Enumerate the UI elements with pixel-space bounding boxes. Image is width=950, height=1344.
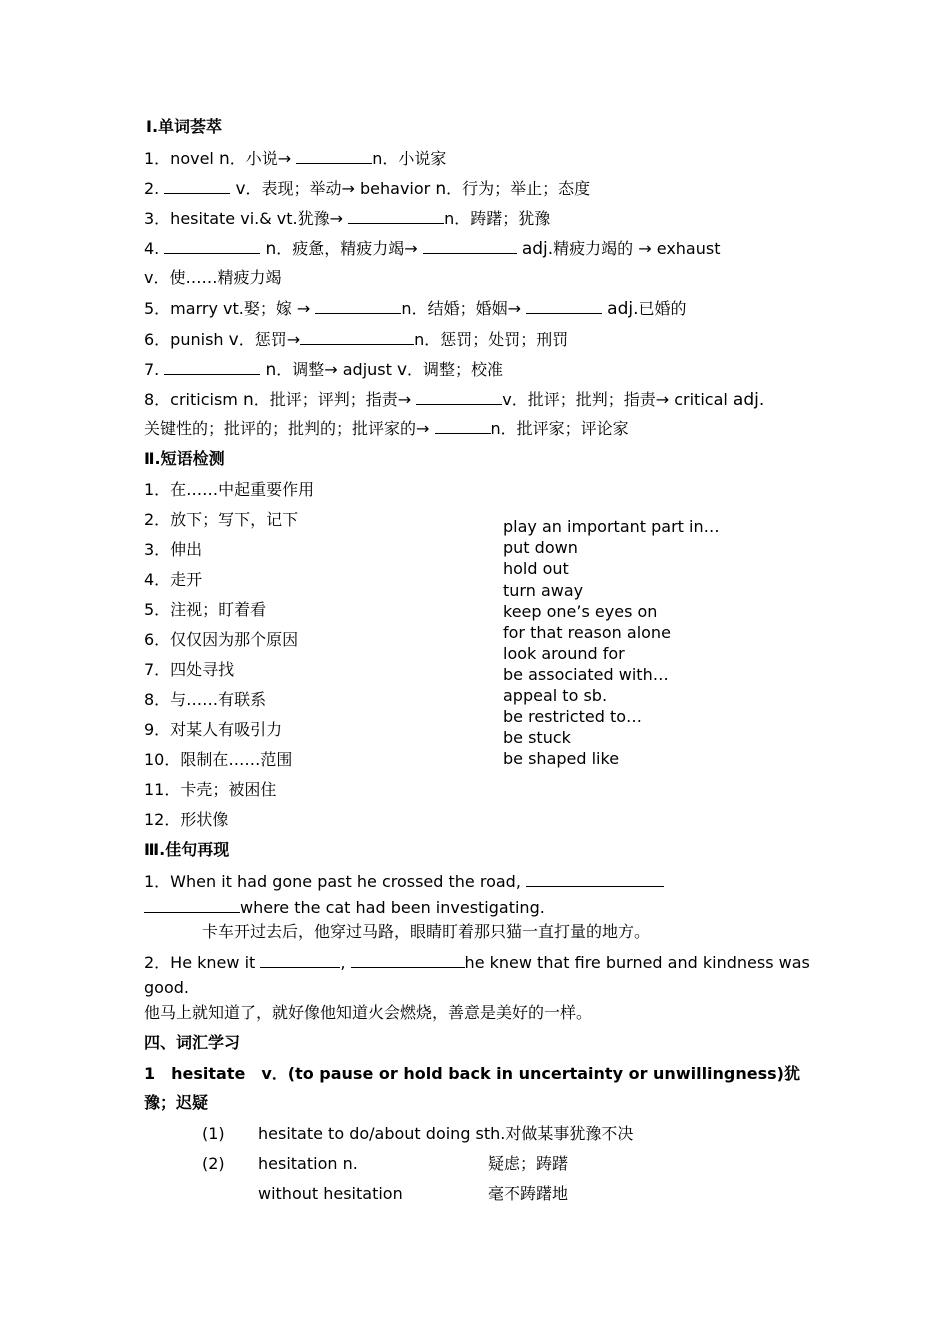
entry-num: (2) xyxy=(202,1154,225,1173)
phrase-cn: 1．在……中起重要作用 xyxy=(144,480,315,499)
sentence-1-cont: where the cat had been investigating. xyxy=(144,897,545,918)
phrase-en: hold out xyxy=(503,559,569,578)
answer-blank[interactable] xyxy=(526,298,602,314)
phrase-cn: 9．对某人有吸引力 xyxy=(144,720,283,739)
phrase-en: keep one’s eyes on xyxy=(503,602,658,621)
vocab-item-6: 6．punish v．惩罚→ n．惩罚；处罚；刑罚 xyxy=(144,330,569,350)
phrase-cn: 5．注视；盯着看 xyxy=(144,600,267,619)
entry-heading-cont: 豫；迟疑 xyxy=(144,1093,209,1112)
phrase-en: turn away xyxy=(503,581,584,600)
sentence-2: 2．He knew it , he knew that fire burned and kindness was xyxy=(144,953,810,972)
phrase-en: appeal to sb. xyxy=(503,686,608,705)
answer-blank[interactable] xyxy=(164,359,260,375)
answer-blank[interactable] xyxy=(144,897,240,913)
phrase-cn: 3．伸出 xyxy=(144,540,203,559)
phrase-cn: 8．与……有联系 xyxy=(144,690,267,709)
phrase-cn: 10．限制在……范围 xyxy=(144,750,293,769)
answer-blank[interactable] xyxy=(164,178,230,194)
answer-blank[interactable] xyxy=(260,952,340,968)
answer-blank[interactable] xyxy=(351,952,465,968)
answer-blank[interactable] xyxy=(526,871,664,887)
section-title-vocab: Ⅰ.单词荟萃 xyxy=(146,117,223,136)
sentence-2-cont: good. xyxy=(144,978,189,997)
entry-num: (1) xyxy=(202,1124,225,1143)
entry-meaning: 疑虑；踌躇 xyxy=(488,1154,569,1173)
phrase-en: play an important part in… xyxy=(503,517,720,536)
vocab-item-3: 3．hesitate vi.& vt.犹豫→ n．踌躇；犹豫 xyxy=(144,209,551,228)
vocab-item-4-cont: v．使……精疲力竭 xyxy=(144,268,282,287)
phrase-en: put down xyxy=(503,538,578,557)
vocab-item-8: 8．criticism n．批评；评判；指责→ v．批评；批判；指责→ critical adj. xyxy=(144,390,765,410)
sentence-1-translation: 卡车开过去后，他穿过马路，眼睛盯着那只猫一直打量的地方。 xyxy=(202,922,651,941)
phrase-en: be restricted to… xyxy=(503,707,643,726)
answer-blank[interactable] xyxy=(348,208,444,224)
section-title-phrases: Ⅱ.短语检测 xyxy=(144,449,225,468)
entry-heading: 1 hesitate v．(to pause or hold back in uncertainty or unwillingness)犹 xyxy=(144,1064,800,1083)
answer-blank[interactable] xyxy=(164,238,260,254)
answer-blank[interactable] xyxy=(296,148,372,164)
phrase-cn: 12．形状像 xyxy=(144,810,229,829)
phrase-en: be shaped like xyxy=(503,749,620,768)
phrase-cn: 7．四处寻找 xyxy=(144,660,235,679)
entry-text: without hesitation xyxy=(258,1184,403,1203)
entry-text: hesitation n. xyxy=(258,1154,358,1173)
answer-blank[interactable] xyxy=(300,329,414,345)
phrase-en: look around for xyxy=(503,644,625,663)
phrase-en: be associated with… xyxy=(503,665,669,684)
vocab-item-2: 2. v．表现；举动→ behavior n．行为；举止；态度 xyxy=(144,179,591,199)
section-title-vocab-study: 四、词汇学习 xyxy=(144,1033,241,1052)
vocab-item-7: 7. n．调整→ adjust v．调整；校准 xyxy=(144,360,504,380)
vocab-item-1: 1．novel n．小说→ n．小说家 xyxy=(144,149,447,169)
vocab-item-5: 5．marry vt.娶；嫁 → n．结婚；婚姻→ adj.已婚的 xyxy=(144,299,687,319)
phrase-cn: 2．放下；写下，记下 xyxy=(144,510,299,529)
phrase-cn: 4．走开 xyxy=(144,570,203,589)
phrase-cn: 11．卡壳；被困住 xyxy=(144,780,277,799)
answer-blank[interactable] xyxy=(423,238,517,254)
answer-blank[interactable] xyxy=(435,418,491,434)
phrase-en: for that reason alone xyxy=(503,623,671,642)
vocab-item-8-cont: 关键性的；批评的；批判的；批评家的→ n．批评家；评论家 xyxy=(144,419,629,438)
vocab-item-4: 4. n．疲惫，精疲力竭→ adj.精疲力竭的 → exhaust xyxy=(144,239,721,259)
entry-meaning: 毫不踌躇地 xyxy=(488,1184,569,1203)
phrase-cn: 6．仅仅因为那个原因 xyxy=(144,630,299,649)
sentence-2-translation: 他马上就知道了，就好像他知道火会燃烧，善意是美好的一样。 xyxy=(144,1003,593,1022)
answer-blank[interactable] xyxy=(315,298,401,314)
answer-blank[interactable] xyxy=(416,389,502,405)
phrase-en: be stuck xyxy=(503,728,571,747)
sentence-1: 1．When it had gone past he crossed the road, xyxy=(144,871,664,892)
entry-text: hesitate to do/about doing sth.对做某事犹豫不决 xyxy=(258,1124,634,1143)
section-title-sentences: Ⅲ.佳句再现 xyxy=(144,840,230,859)
